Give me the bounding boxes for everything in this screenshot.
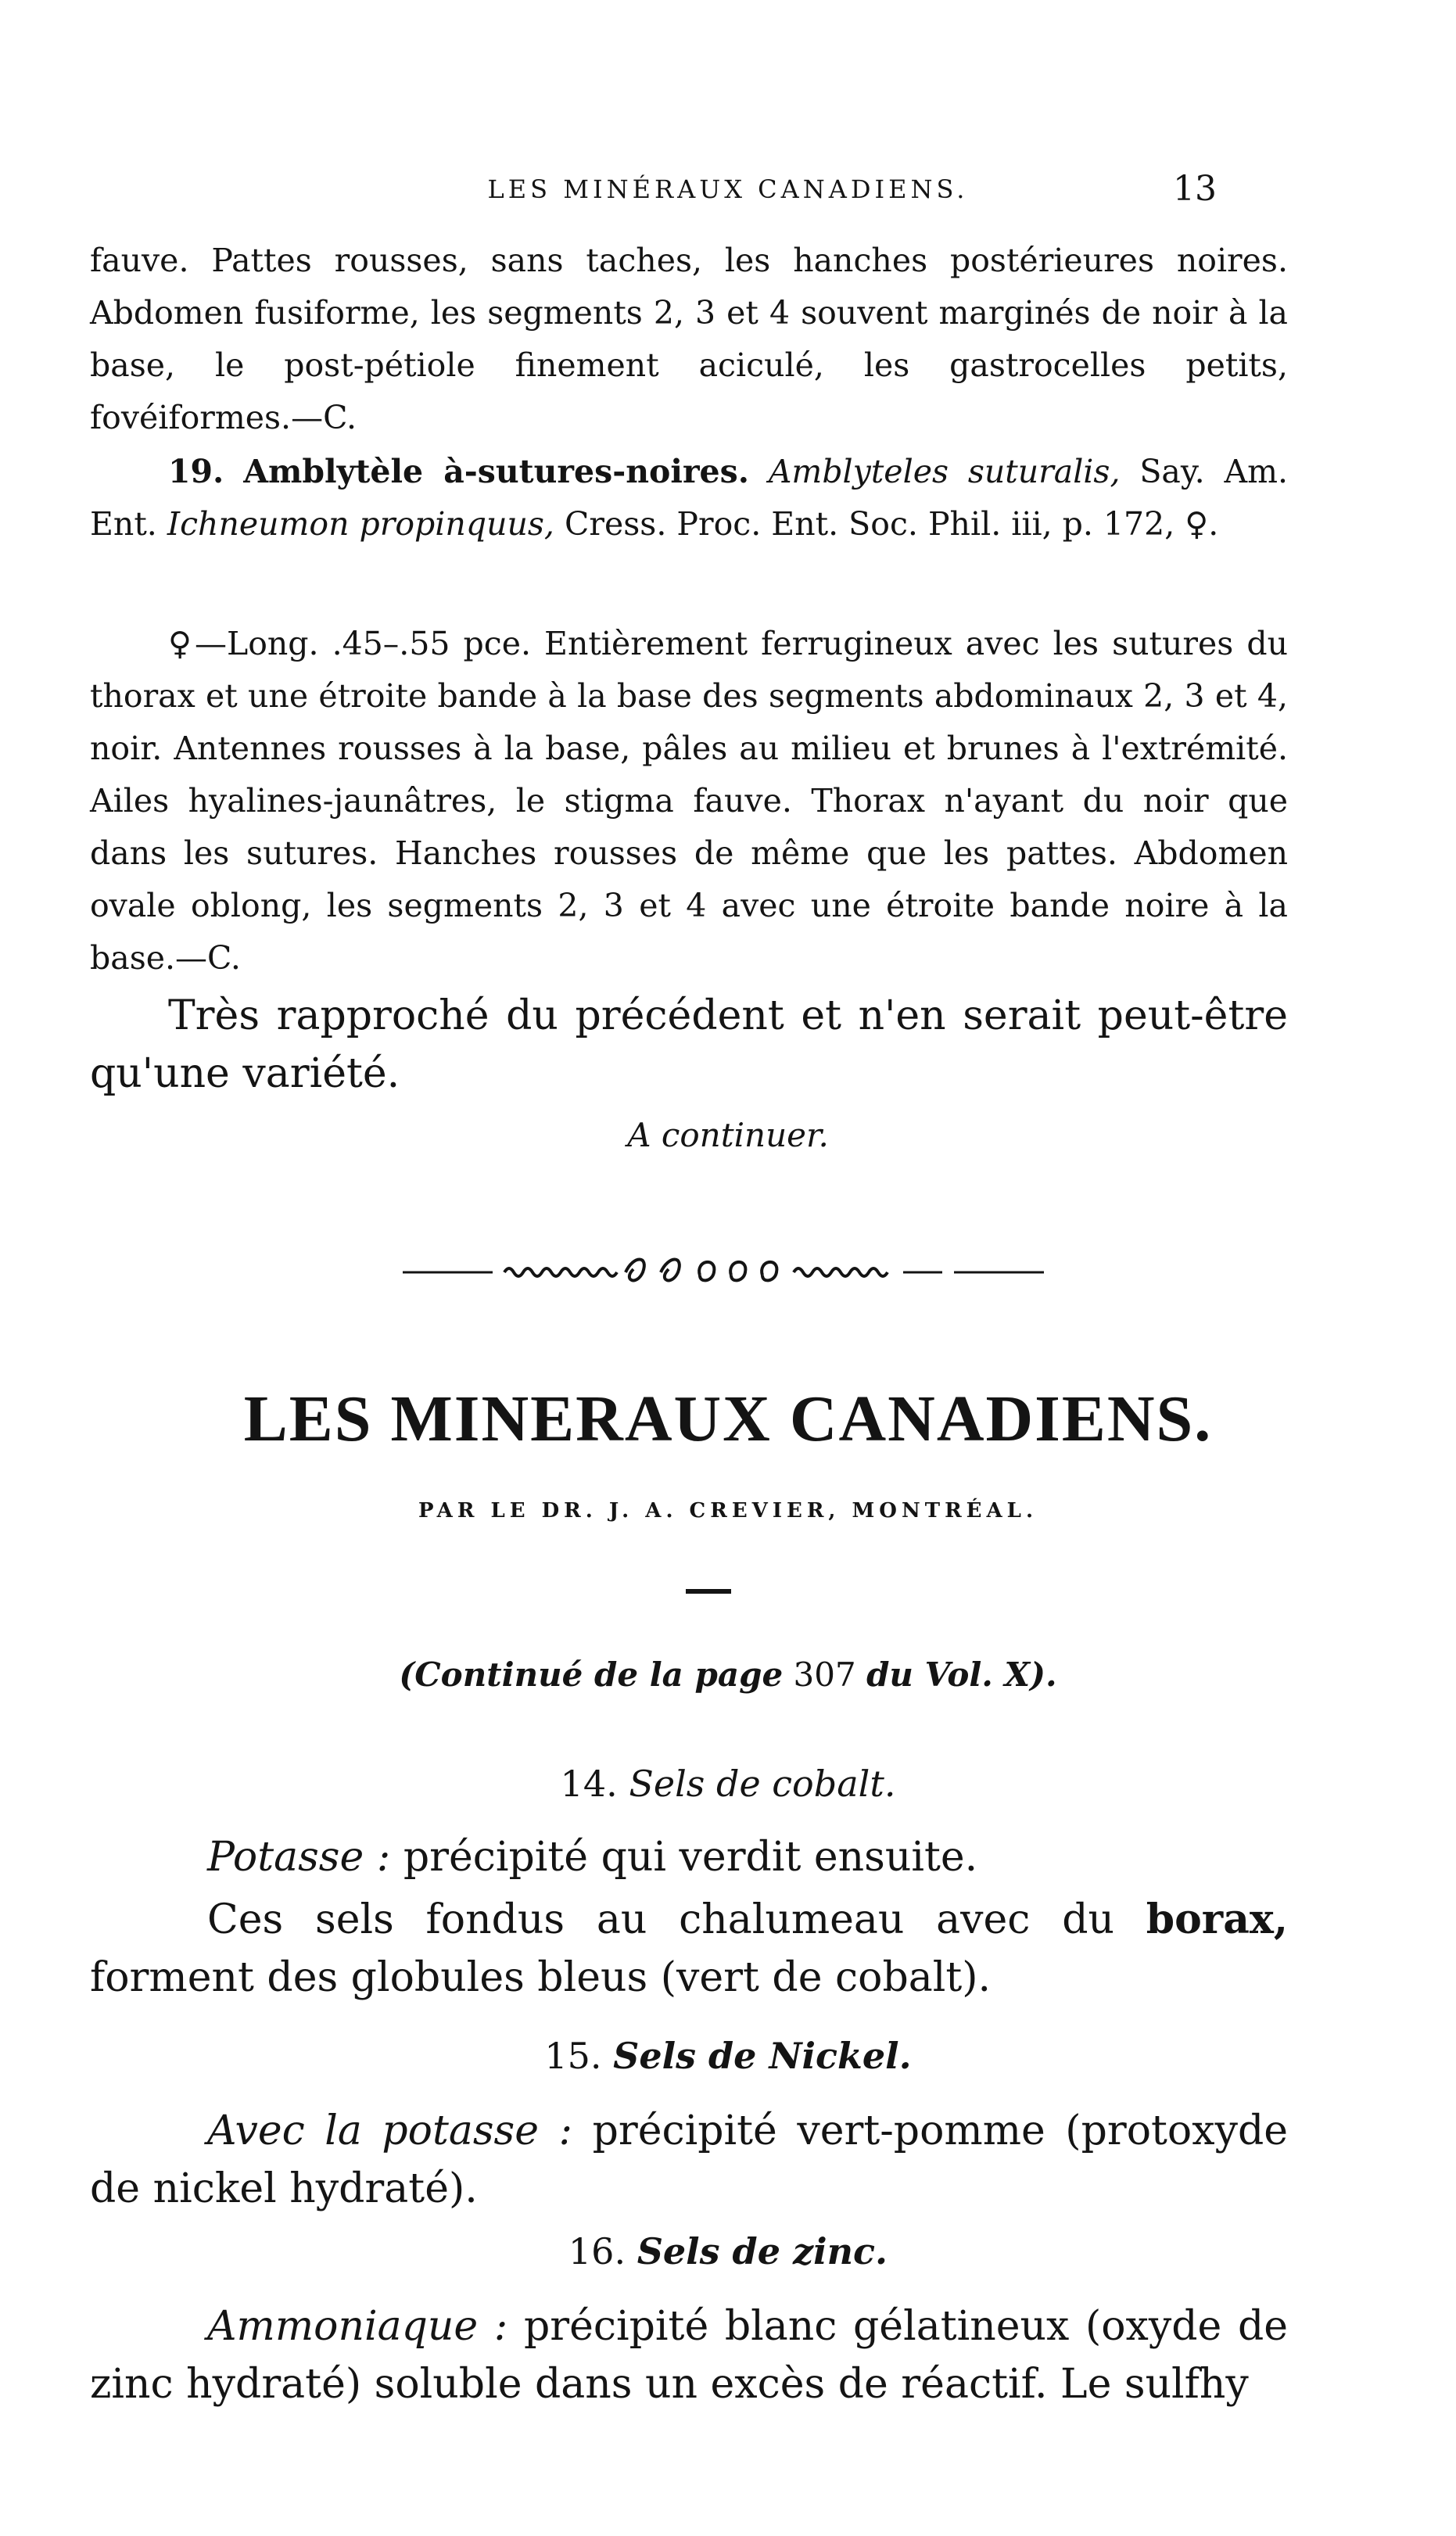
- reagent-label: Avec la potasse :: [207, 2107, 573, 2154]
- section-16-heading: [0, 2226, 1456, 2277]
- ornament-divider: [403, 1255, 1044, 1286]
- borax-term: borax,: [1146, 1896, 1289, 1943]
- section-title: Sels de cobalt.: [629, 1763, 896, 1805]
- reagent-text: précipité blanc gélatineux (oxyde de zinc hydraté) soluble dans un excès de réactif. Le sulfhy: [90, 2303, 1288, 2408]
- entry-latin-name: Amblyteles suturalis,: [768, 453, 1121, 490]
- running-title: LES MINÉRAUX CANADIENS.: [487, 174, 969, 204]
- running-head: [0, 166, 1456, 213]
- section-number: 15.: [544, 2035, 602, 2077]
- continued-page: 307: [793, 1655, 856, 1694]
- section-14-heading: [0, 1758, 1456, 1810]
- entry-author: Say.: [1139, 453, 1205, 490]
- entry-19-remark: Très rapproché du précédent et n'en serait peut-être qu'une variété.: [90, 992, 1288, 1097]
- entry-reference-prefix: Am. Ent.: [90, 453, 1288, 543]
- entry-18-continuation: fauve. Pattes rousses, sans taches, les hanches postérieures noires. Abdomen fusiforme, les segments 2, 3 et 4 souvent marginés de noir à la base, le post-pétiole finement aciculé, les gastrocelles petits, fovéiformes.—C.: [90, 242, 1288, 436]
- entry-common-name: Amblytèle à-sutures-noires.: [243, 453, 749, 490]
- section-title: Sels de zinc.: [637, 2230, 888, 2272]
- entry-19-heading: [90, 446, 1288, 551]
- continued-note: [0, 1650, 1456, 1700]
- section-title: Sels de Nickel.: [613, 2035, 912, 2077]
- paragraph-text: forment des globules bleus (vert de cobalt).: [90, 1954, 992, 2001]
- continued-note-part-a: (Continué de la page: [399, 1655, 784, 1694]
- continued-note-part-b: du Vol. X).: [866, 1655, 1057, 1694]
- section-16-ammoniaque: [90, 2297, 1288, 2413]
- paragraph-text: Ces sels fondus au chalumeau avec du: [207, 1896, 1114, 1943]
- section-number: 16.: [568, 2230, 626, 2272]
- short-rule: [686, 1589, 731, 1594]
- entry-synonym: Ichneumon propinquus,: [167, 505, 554, 543]
- section-14-potasse: [90, 1828, 1288, 1886]
- reagent-label: Potasse :: [207, 1834, 391, 1881]
- reagent-text: précipité vert-pomme (protoxyde de nickel hydraté).: [90, 2107, 1289, 2212]
- to-be-continued: A continuer.: [627, 1116, 829, 1154]
- article-byline: PAR LE DR. J. A. CREVIER, MONTRÉAL.: [418, 1499, 1038, 1523]
- section-15-heading: [0, 2030, 1456, 2082]
- reagent-text: précipité qui verdit ensuite.: [403, 1834, 978, 1881]
- section-15-potasse: [90, 2102, 1288, 2218]
- section-number: 14.: [560, 1763, 618, 1805]
- reagent-label: Ammoniaque :: [207, 2303, 508, 2350]
- page-number: 13: [1173, 169, 1217, 209]
- section-14-chalumeau: [90, 1891, 1288, 2007]
- entry-19-description: ♀—Long. .45–.55 pce. Entièrement ferrugineux avec les sutures du thorax et une étroite bande à la base des segments abdominaux 2, 3 et 4, noir. Antennes rousses à la base, pâles au milieu et brunes à l'extrémité. Ailes hyalines-jaunâtres, le stigma fauve. Thorax n'ayant du noir que dans les sutures. Hanches rousses de même que les pattes. Abdomen ovale oblong, les segments 2, 3 et 4 avec une étroite bande noire à la base.—C.: [90, 625, 1288, 977]
- entry-number: 19.: [168, 453, 224, 490]
- entry-reference-suffix: Cress. Proc. Ent. Soc. Phil. iii, p. 172, ♀.: [565, 505, 1219, 543]
- article-title: LES MINERAUX CANADIENS.: [243, 1383, 1213, 1455]
